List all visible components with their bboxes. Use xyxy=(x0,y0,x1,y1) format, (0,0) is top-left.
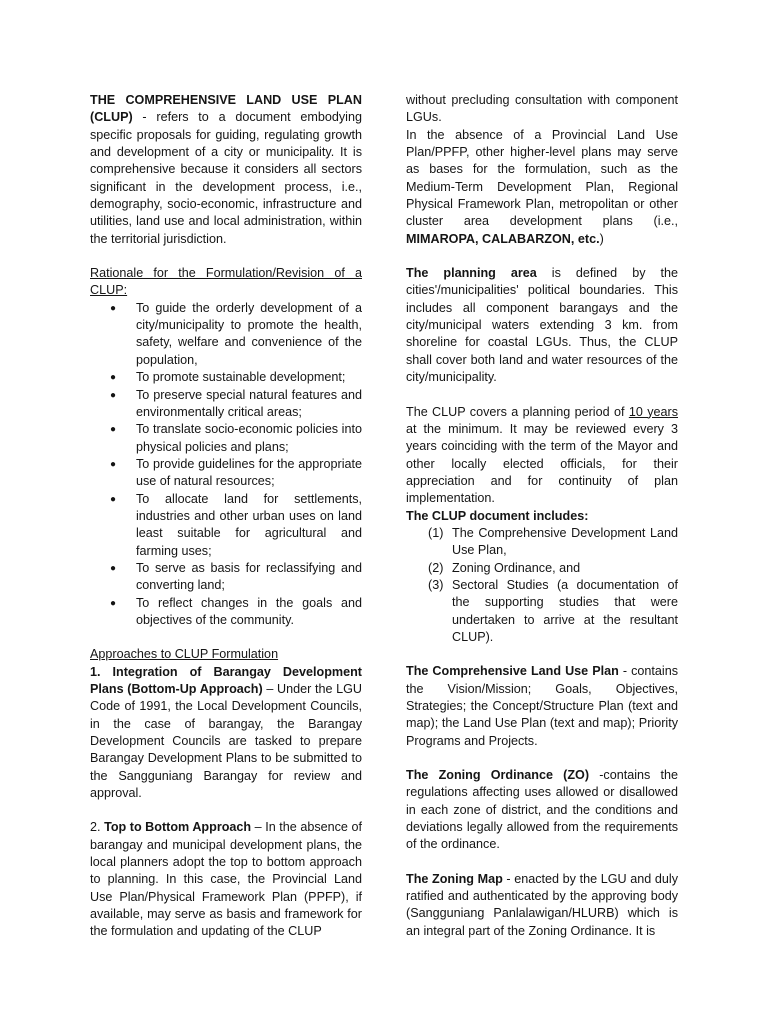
planning-area-paragraph xyxy=(406,265,678,386)
clup-contents-paragraph xyxy=(406,663,678,750)
approaches-heading: Approaches to CLUP Formulation xyxy=(90,647,279,662)
zoning-map-text: - enacted by the LGU and duly ratified and authenticated by the approving body (Sangguniang Panlalawigan/HLURB) which is an integral part of the Zoning Ordinance. It is xyxy=(406,871,678,938)
document-item-text: Zoning Ordinance, and xyxy=(452,560,581,575)
absence-text: In the absence of a Provincial Land Use Plan/PPFP, other higher-level plans may serve as bases for the formulation, such as the Medium-Term Development Plan, Regional Physical Framework Plan, metropolitan or other cluster area development plans (i.e., xyxy=(406,127,678,229)
planning-period-years: 10 years xyxy=(628,404,678,419)
right-column xyxy=(406,92,678,940)
planning-period-text-2: at the minimum. It may be reviewed every 3 years coinciding with the term of the Mayor and other locally elected officials, for their appreciation and for continuity of plan implementation. xyxy=(406,421,678,506)
planning-area-text: is defined by the cities'/municipalities' political boundaries. This includes all component barangays and the city/municipal waters extending 3 km. from shoreline for coastal LGUs. Thus, the CLUP shall cover both land and water resources of the city/municipality. xyxy=(406,266,678,385)
left-column xyxy=(90,92,362,941)
regions-examples: MIMAROPA, CALABARZON, etc. xyxy=(406,231,600,246)
approach-top-bottom-text: – In the absence of barangay and municipal development plans, the local planners adopt the top to bottom approach to planning. In this case, the Provincial Land Use Plan/Physical Framework Plan (PPFP), if available, may serve as basis and framework for the formulation and updating of the CLUP xyxy=(90,820,362,939)
document-item-number: (3) xyxy=(428,577,444,592)
document-includes-label: The CLUP document includes: xyxy=(406,508,589,523)
planning-area-term: The planning area xyxy=(406,266,537,281)
rationale-item: ● To preserve special natural features and environmentally critical areas; xyxy=(90,387,362,422)
rationale-heading: Rationale for the Formulation/Revision of a CLUP: xyxy=(90,266,362,298)
document-item-text: The Comprehensive Development Land Use Plan, xyxy=(452,525,678,558)
clup-term: THE COMPREHENSIVE LAND USE PLAN (CLUP) xyxy=(90,93,362,125)
document-item-text: Sectoral Studies (a documentation of the supporting studies that were undertaken to arrive at the resultant CLUP). xyxy=(452,577,678,644)
clup-definition-text: - refers to a document embodying specific proposals for guiding, regulating growth and development of a city or municipality. It is comprehensive because it considers all sectors significant in the development process, i.e., demography, socio-economic, infrastructure and utilities, land use and local administration, within the territorial jurisdiction. xyxy=(90,110,362,246)
approach-bottom-up-title: 1. Integration of Barangay Development Plans (Bottom-Up Approach) xyxy=(90,664,362,696)
clup-contents-text: - contains the Vision/Mission; Goals, Objectives, Strategies; the Concept/Structure Plan (text and map); the Land Use Plan (text and map); Priority Programs and Projects. xyxy=(406,664,678,748)
rationale-item: ● To serve as basis for reclassifying and converting land; xyxy=(90,560,362,595)
approach-bottom-up-text: – Under the LGU Code of 1991, the Local Development Councils, in the case of barangay, the Barangay Development Councils are tasked to prepare Barangay Development Plans to be submitted to the Sangguniang Barangay for review and approval. xyxy=(90,682,363,801)
approach-top-bottom-title: Top to Bottom Approach xyxy=(104,820,252,835)
approach-top-bottom xyxy=(90,819,362,940)
rationale-item: ● To promote sustainable development; xyxy=(90,369,362,386)
absence-close: ) xyxy=(599,231,604,246)
document-item xyxy=(406,560,678,577)
rationale-item: ● To provide guidelines for the appropriate use of natural resources; xyxy=(90,456,362,491)
document-item xyxy=(406,525,678,560)
document-item xyxy=(406,577,678,646)
clup-contents-term: The Comprehensive Land Use Plan xyxy=(406,664,619,679)
zoning-ordinance-term: The Zoning Ordinance (ZO) xyxy=(406,768,590,783)
document-item-number: (1) xyxy=(428,525,444,540)
document-item-number: (2) xyxy=(428,560,444,575)
document-includes-list xyxy=(406,525,678,646)
clup-definition xyxy=(90,92,362,248)
planning-period-text: The CLUP covers a planning period of xyxy=(406,404,629,419)
zoning-ordinance-paragraph xyxy=(406,767,678,854)
zoning-map-term: The Zoning Map xyxy=(406,871,503,886)
rationale-list xyxy=(90,300,362,630)
rationale-item: ● To allocate land for settlements, industries and other urban uses on land least suitable for agricultural and farming uses; xyxy=(90,491,362,560)
absence-paragraph xyxy=(406,127,678,248)
continuation-text: without precluding consultation with component LGUs. xyxy=(406,93,678,125)
document-includes-heading xyxy=(406,508,678,525)
approach-top-bottom-number: 2. xyxy=(90,820,105,835)
rationale-item: ● To reflect changes in the goals and objectives of the community. xyxy=(90,595,362,630)
zoning-ordinance-text: -contains the regulations affecting uses allowed or disallowed in each zone of district, and the conditions and deviations legally allowed from the requirements of the ordinance. xyxy=(406,768,679,852)
zoning-map-paragraph xyxy=(406,871,678,940)
approach-bottom-up xyxy=(90,664,362,803)
rationale-item: ● To translate socio-economic policies into physical policies and plans; xyxy=(90,421,362,456)
rationale-item: ● To guide the orderly development of a city/municipality to promote the health, safety, welfare and convenience of the population, xyxy=(90,300,362,369)
planning-period-paragraph xyxy=(406,404,678,508)
